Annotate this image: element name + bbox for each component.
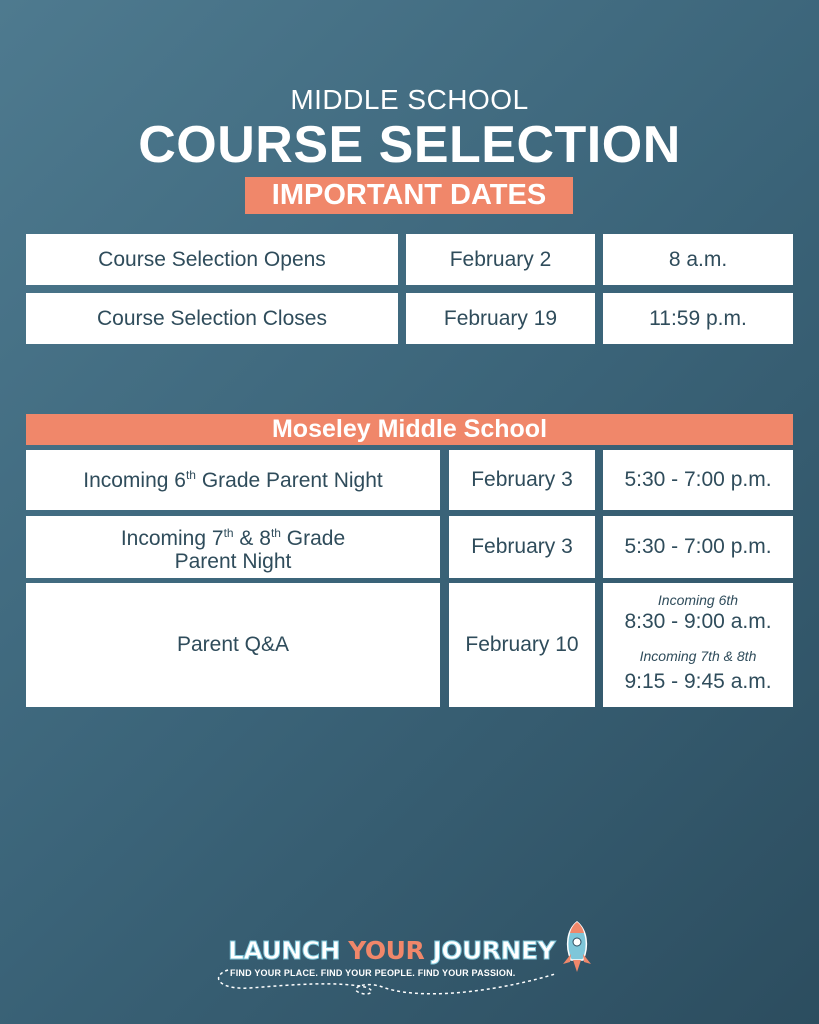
ordinal-suffix: th [223,525,234,540]
logo-word-your: YOUR [348,936,425,965]
parent-night-6th-date: February 3 [449,450,595,510]
logo-tagline: FIND YOUR PLACE. FIND YOUR PEOPLE. FIND YOUR PASSION. [230,968,516,978]
parent-night-7th-8th-label [26,516,440,578]
launch-your-journey-logo [210,918,610,1008]
course-selection-opens-label: Course Selection Opens [26,234,398,285]
logo-word-journey: JOURNEY [424,936,556,965]
course-selection-closes-time: 11:59 p.m. [603,293,793,344]
parent-qa-times [603,583,793,707]
school-name-banner: Moseley Middle School [26,414,793,445]
parent-qa-date: February 10 [449,583,595,707]
event-text-pre: Incoming 7 [120,526,224,550]
event-text-mid: & 8 [233,526,271,550]
event-text-pre: Incoming 6 [83,468,186,492]
course-selection-closes-label: Course Selection Closes [26,293,398,344]
parent-qa-7th-8th-time: 9:15 - 9:45 a.m. [624,670,772,693]
event-text-post: Grade [280,526,346,550]
page-subtitle: MIDDLE SCHOOL [290,84,529,115]
course-selection-closes-date: February 19 [406,293,595,344]
parent-qa-7th-8th-label: Incoming 7th & 8th [639,648,757,664]
parent-qa-6th-time: 8:30 - 9:00 a.m. [624,610,772,633]
rocket-icon [555,920,595,980]
course-selection-opens-time: 8 a.m. [603,234,793,285]
parent-qa-6th-label: Incoming 6th [657,592,739,608]
page-title: COURSE SELECTION [138,116,681,174]
event-text-post: Grade Parent Night [195,468,383,492]
parent-night-7th-8th-line2: Parent Night [174,549,292,573]
parent-night-6th-label [26,450,440,510]
ordinal-suffix: th [270,525,281,540]
logo-wordmark [228,936,555,965]
parent-qa-label: Parent Q&A [26,583,440,707]
logo-word-launch: LAUNCH [228,936,349,965]
parent-night-7th-8th-date: February 3 [449,516,595,578]
parent-night-7th-8th-line1 [121,522,345,550]
parent-night-6th-text [83,468,383,493]
parent-night-6th-time: 5:30 - 7:00 p.m. [603,450,793,510]
parent-night-7th-8th-time: 5:30 - 7:00 p.m. [603,516,793,578]
important-dates-banner: IMPORTANT DATES [245,177,573,214]
course-selection-opens-date: February 2 [406,234,595,285]
ordinal-suffix: th [185,467,196,482]
